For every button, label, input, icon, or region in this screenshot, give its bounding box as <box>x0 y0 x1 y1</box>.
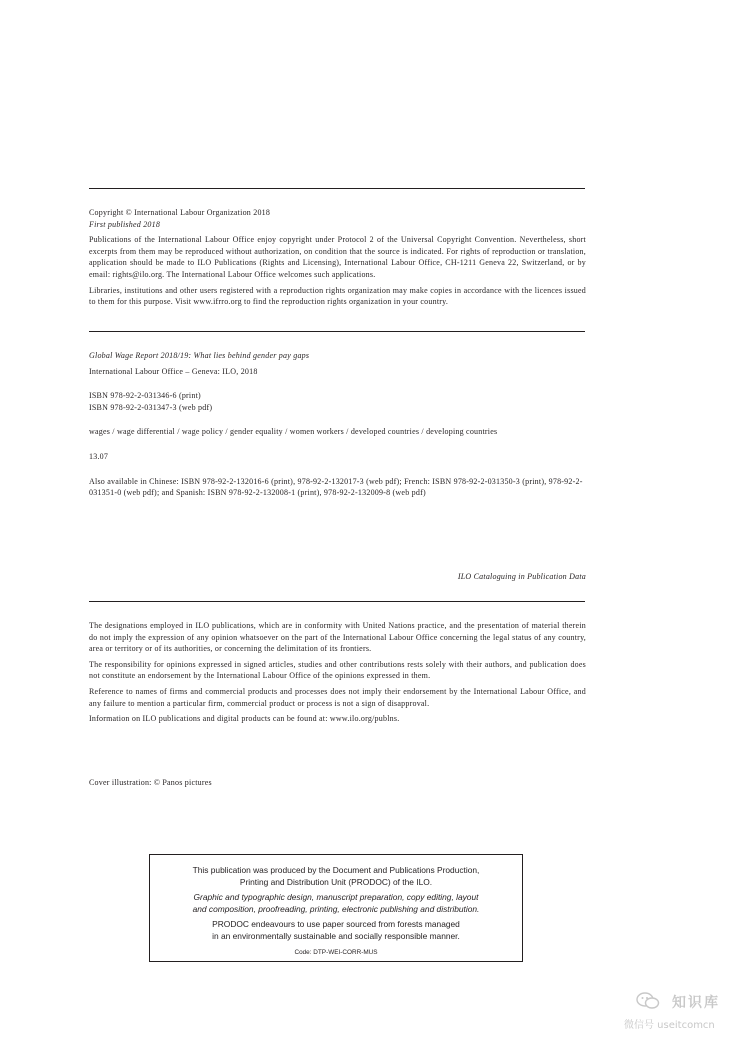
publisher-line: International Labour Office – Geneva: ILO, 2018 <box>89 366 258 376</box>
prodoc-line-2: Printing and Distribution Unit (PRODOC) of the ILO. <box>239 876 433 887</box>
cip-label: ILO Cataloguing in Publication Data <box>457 572 586 581</box>
top-divider <box>89 188 585 189</box>
isbn-print: ISBN 978-92-2-031346-6 (print) <box>89 391 201 401</box>
copyright-paragraph-2: Libraries, institutions and other users registered with a reproduction rights organization may make copies in accordance with the licences issued to them for this purpose. Visit www.ifrro.org to find the reproduction rights organization in your country. <box>89 285 586 307</box>
wechat-bubble-icon <box>636 992 660 1010</box>
prodoc-line-1: This publication was produced by the Document and Publications Production, <box>192 865 480 875</box>
disclaimer-paragraph-2: The responsibility for opinions expressed in signed articles, studies and other contributions rests solely with their authors, and publication does not constitute an endorsement by the International Labour Office of the opinions expressed in them. <box>89 659 586 681</box>
watermark-name: 知识库 <box>672 995 720 1011</box>
middle-divider <box>89 331 585 332</box>
prodoc-line-6: in an environmentally sustainable and socially responsible manner. <box>212 930 460 941</box>
also-available: Also available in Chinese: ISBN 978-92-2-132016-6 (print), 978-92-2-132017-3 (web pdf); French: ISBN 978-92-2-031350-3 (print), 978-92-2-031351-0 (web pdf); and Spanish: ISBN 978-92-2-132008-1 (print), 978-92-2-132009-8 (web pdf) <box>89 476 583 498</box>
lower-divider <box>89 601 585 602</box>
prodoc-line-4: and composition, proofreading, printing, electronic publishing and distribution. <box>192 903 480 914</box>
isbn-web: ISBN 978-92-2-031347-3 (web pdf) <box>89 402 213 412</box>
prodoc-code: Code: DTP-WEI-CORR-MUS <box>294 949 378 956</box>
classification-code: 13.07 <box>89 451 109 461</box>
disclaimer-paragraph-3: Reference to names of firms and commercial products and processes does not imply their endorsement by the International Labour Office, and any failure to mention a particular firm, commercial product or process is not a sign of disapproval. <box>89 686 586 708</box>
copyright-paragraph-1: Publications of the International Labour Office enjoy copyright under Protocol 2 of the Universal Copyright Convention. Nevertheless, short excerpts from them may be reproduced without authorization, on condition that the source is indicated. For rights of reproduction or translation, application should be made to ILO Publications (Rights and Licensing), International Labour Office, CH-1211 Geneva 22, Switzerland, or by email: rights@ilo.org. The International Labour Office welcomes such applications. <box>89 235 586 279</box>
prodoc-line-5: PRODOC endeavours to use paper sourced from forests managed <box>212 919 460 929</box>
prodoc-box <box>149 854 523 962</box>
watermark <box>624 992 736 1032</box>
report-title: Global Wage Report 2018/19: What lies behind gender pay gaps <box>89 351 310 360</box>
keywords: wages / wage differential / wage policy / gender equality / women workers / developed countries / developing countries <box>89 427 498 437</box>
disclaimer-paragraph-4: Information on ILO publications and digital products can be found at: www.ilo.org/publns. <box>89 714 400 724</box>
copyright-line: Copyright © International Labour Organization 2018 <box>89 208 271 217</box>
disclaimer-paragraph-1: The designations employed in ILO publications, which are in conformity with United Nations practice, and the presentation of material therein do not imply the expression of any opinion whatsoever on the part of the International Labour Office concerning the legal status of any country, area or territory or of its authorities, or concerning the delimitation of its frontiers. <box>89 621 586 654</box>
cataloguing-block <box>89 350 586 499</box>
first-published: First published 2018 <box>89 219 161 229</box>
disclaimer-block <box>89 620 586 725</box>
watermark-subtitle: 微信号 useitcomcn <box>624 1020 715 1031</box>
prodoc-line-3: Graphic and typographic design, manuscript preparation, copy editing, layout <box>193 892 479 902</box>
copyright-block <box>89 207 586 308</box>
cover-illustration-credit: Cover illustration: © Panos pictures <box>89 778 212 787</box>
